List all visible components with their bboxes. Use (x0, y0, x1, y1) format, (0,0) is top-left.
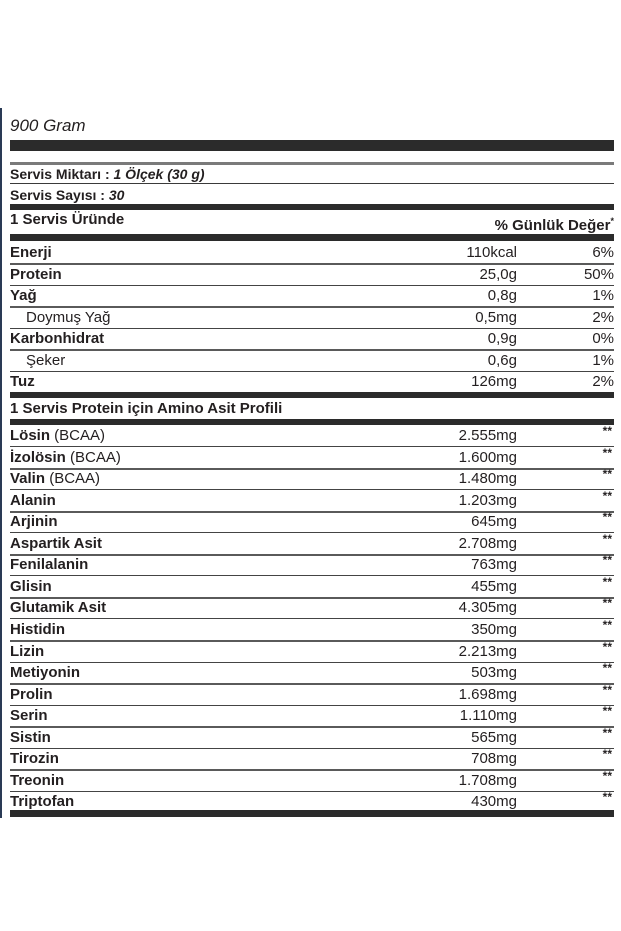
nutrient-daily-value: 2% (592, 309, 614, 326)
nutrition-row (10, 264, 614, 285)
amino-amount: 1.698mg (458, 686, 517, 703)
nutrient-name: Tuz (10, 373, 35, 390)
amino-amount: 565mg (471, 729, 517, 746)
nutrition-row (10, 242, 614, 263)
amino-row (10, 684, 614, 705)
amino-amount: 1.203mg (458, 492, 517, 509)
divider-thick (10, 204, 614, 210)
amino-row (10, 705, 614, 726)
nutrient-daily-value: 0% (592, 330, 614, 347)
serving-size-label: Servis Miktarı : (10, 166, 114, 182)
amino-amount: 708mg (471, 750, 517, 767)
amino-row (10, 447, 614, 468)
amino-name: Glutamik Asit (10, 599, 107, 616)
divider-gray (10, 162, 614, 165)
divider-thick (10, 234, 614, 241)
nutrition-row (10, 350, 614, 371)
no-daily-value-mark: ** (602, 640, 612, 654)
amino-name: İzolösin (BCAA) (10, 449, 121, 466)
no-daily-value-mark: ** (602, 747, 612, 761)
nutrient-amount: 0,6g (487, 352, 517, 369)
amino-name: Arjinin (10, 513, 58, 530)
divider-thick (10, 392, 614, 398)
amino-amount: 2.555mg (458, 427, 517, 444)
amino-amount: 503mg (471, 664, 517, 681)
no-daily-value-mark: ** (602, 661, 612, 675)
amino-row (10, 533, 614, 554)
amino-row (10, 597, 614, 618)
amino-amount: 1.600mg (458, 449, 517, 466)
amino-name: Lösin (BCAA) (10, 427, 106, 444)
serving-size (10, 166, 205, 182)
no-daily-value-mark: ** (602, 467, 612, 481)
amino-name: Tirozin (10, 750, 59, 767)
no-daily-value-mark: ** (602, 726, 612, 740)
nutrient-amount: 0,5mg (475, 309, 517, 326)
amino-name: Metiyonin (10, 664, 80, 681)
amino-name: Prolin (10, 686, 53, 703)
no-daily-value-mark: ** (602, 575, 612, 589)
nutrient-amount: 126mg (471, 373, 517, 390)
daily-value-label: % Günlük Değer (494, 217, 611, 234)
amino-amount: 350mg (471, 621, 517, 638)
no-daily-value-mark: ** (602, 618, 612, 632)
amino-amount: 2.213mg (458, 643, 517, 660)
nutrition-row (10, 307, 614, 328)
no-daily-value-mark: ** (602, 489, 612, 503)
left-border (0, 108, 2, 818)
no-daily-value-mark: ** (602, 683, 612, 697)
amino-name: Glisin (10, 578, 52, 595)
amino-amount: 455mg (471, 578, 517, 595)
amino-title: 1 Servis Protein için Amino Asit Profili (10, 400, 283, 417)
nutrient-daily-value: 2% (592, 373, 614, 390)
amino-name: Lizin (10, 643, 45, 660)
nutrient-name: Protein (10, 266, 62, 283)
nutrient-daily-value: 1% (592, 287, 614, 304)
divider-thick (10, 810, 614, 817)
amino-amount: 645mg (471, 513, 517, 530)
no-daily-value-mark: ** (602, 510, 612, 524)
no-daily-value-mark: ** (602, 704, 612, 718)
amino-name: Histidin (10, 621, 65, 638)
amino-row (10, 770, 614, 791)
amino-amount: 430mg (471, 793, 517, 810)
amino-name: Serin (10, 707, 48, 724)
servings-count-value: 30 (108, 187, 125, 203)
nutrition-row (10, 285, 614, 306)
nutrient-amount: 25,0g (479, 266, 517, 283)
amino-name: Sistin (10, 729, 51, 746)
amino-amount: 1.480mg (458, 470, 517, 487)
amino-row (10, 727, 614, 748)
nutrition-row (10, 371, 614, 392)
nutrition-row (10, 328, 614, 349)
package-size: 900 Gram (10, 116, 86, 135)
amino-amount: 1.110mg (459, 707, 517, 724)
amino-row (10, 619, 614, 640)
amino-name: Treonin (10, 772, 65, 789)
amino-row (10, 748, 614, 769)
nutrient-name: Yağ (10, 287, 37, 304)
serving-size-value: 1 Ölçek (30 g) (113, 166, 205, 182)
amino-row (10, 554, 614, 575)
nutrient-amount: 0,9g (487, 330, 517, 347)
no-daily-value-mark: ** (602, 532, 612, 546)
nutrient-daily-value: 50% (583, 266, 614, 283)
amino-row (10, 490, 614, 511)
nutrient-daily-value: 1% (592, 352, 614, 369)
divider-thick (10, 140, 614, 151)
nutrient-name: Enerji (10, 244, 52, 261)
amino-row (10, 662, 614, 683)
amino-name: Fenilalanin (10, 556, 89, 573)
divider (10, 183, 614, 184)
no-daily-value-mark: ** (602, 790, 612, 804)
nutrient-amount: 0,8g (487, 287, 517, 304)
servings-count (10, 187, 124, 203)
amino-row (10, 641, 614, 662)
per-serving-header: 1 Servis Üründe (10, 211, 125, 228)
amino-amount: 1.708mg (458, 772, 517, 789)
no-daily-value-mark: ** (602, 596, 612, 610)
amino-name: Valin (BCAA) (10, 470, 101, 487)
nutrient-amount: 110kcal (466, 244, 517, 261)
nutrient-name: Doymuş Yağ (26, 309, 111, 326)
amino-name: Triptofan (10, 793, 75, 810)
nutrient-daily-value: 6% (592, 244, 614, 261)
amino-row (10, 791, 614, 812)
nutrient-name: Şeker (26, 352, 66, 369)
no-daily-value-mark: ** (602, 424, 612, 438)
amino-row (10, 425, 614, 446)
amino-row (10, 576, 614, 597)
no-daily-value-mark: ** (602, 446, 612, 460)
amino-name: Aspartik Asit (10, 535, 102, 552)
servings-count-label: Servis Sayısı : (10, 187, 109, 203)
amino-amount: 2.708mg (458, 535, 517, 552)
nutrient-name: Karbonhidrat (10, 330, 105, 347)
amino-row (10, 468, 614, 489)
amino-amount: 763mg (471, 556, 517, 573)
no-daily-value-mark: ** (602, 553, 612, 567)
amino-name: Alanin (10, 492, 56, 509)
asterisk: * (610, 216, 614, 226)
daily-value-header (495, 216, 614, 234)
no-daily-value-mark: ** (602, 769, 612, 783)
amino-row (10, 511, 614, 532)
amino-amount: 4.305mg (458, 599, 517, 616)
